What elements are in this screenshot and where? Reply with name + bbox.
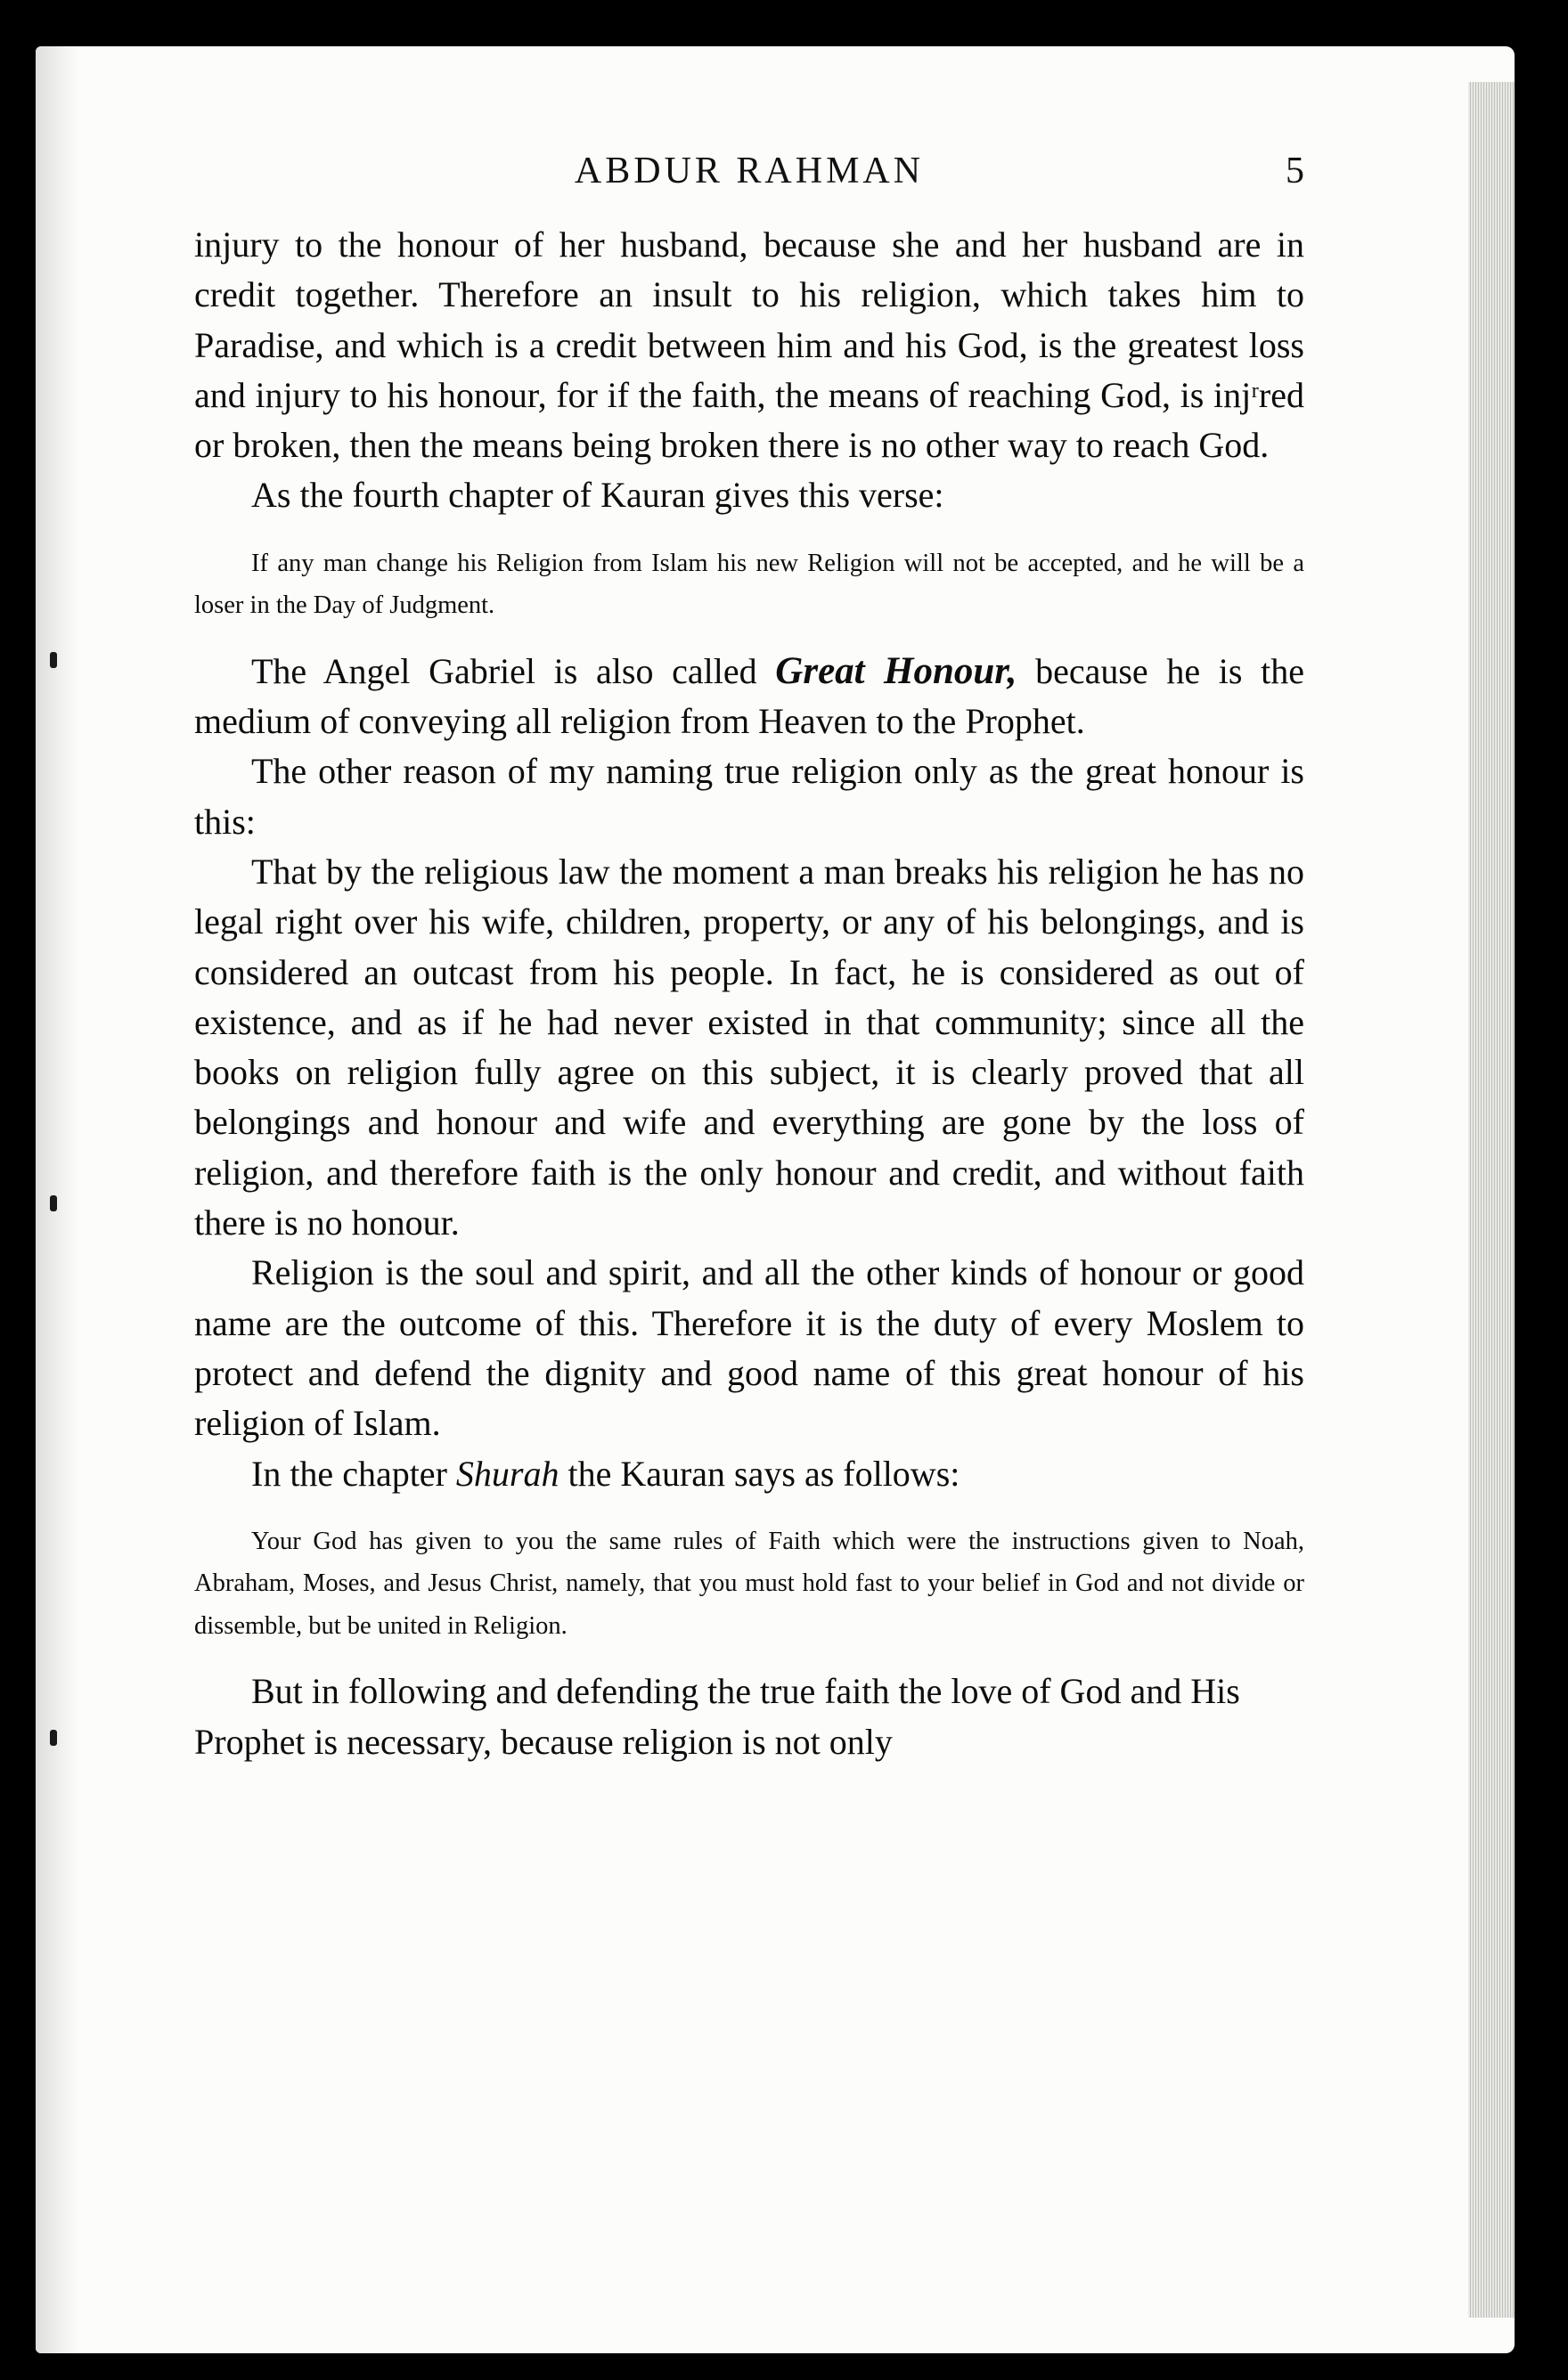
- paragraph-gabriel: [194, 647, 1304, 747]
- paragraph-text: the Kauran says as follows:: [559, 1453, 960, 1494]
- block-quote: Your God has given to you the same rules of Faith which were the instructions given to Noah, Abraham, Moses, and Jesus Christ, namely, that you must hold fast to your belief in God and not divide or dissemble, but be united in Religion.: [194, 1527, 1304, 1640]
- body-text: [194, 220, 1304, 1767]
- paragraph: Religion is the soul and spirit, and all the other kinds of honour or good name are the outcome of this. Therefore it is the duty of every Moslem to protect and defend the dignity and good name of this great honour of his religion of Islam.: [194, 1252, 1304, 1444]
- paragraph: As the fourth chapter of Kauran gives this verse:: [251, 475, 944, 516]
- block-quote: If any man change his Religion from Islam his new Religion will not be accepted, and he will be a loser in the Day of Judgment.: [194, 549, 1304, 620]
- gutter-mark: [50, 1195, 57, 1211]
- emphasis-text: Shurah: [455, 1453, 559, 1494]
- paragraph: injury to the honour of her husband, because she and her husband are in credit together. Therefore an insult to his religion, which takes him to Paradise, and which is a credit between him and his God, is the greatest loss and injury to his honour, for if the faith, the means of reaching God, is injʳred or broken, then the means being broken there is no other way to reach God.: [194, 224, 1304, 466]
- paragraph: But in following and defending the true faith the love of God and His Prophet is necessary, because religion is not only: [194, 1671, 1240, 1762]
- gutter-mark: [50, 652, 57, 668]
- emphasis-text: Great Honour,: [775, 649, 1017, 692]
- gutter-mark: [50, 1730, 57, 1746]
- paragraph-shurah: [194, 1449, 1304, 1499]
- paragraph-text: because he is the medium of conveying all religion from Heaven to the Prophet.: [194, 650, 1304, 742]
- paragraph-text: The Angel Gabriel is also called: [251, 650, 776, 691]
- running-head: ABDUR RAHMAN: [574, 151, 925, 192]
- page-gutter: [36, 46, 78, 2353]
- page-header: [194, 150, 1304, 203]
- paragraph: That by the religious law the moment a man breaks his religion he has no legal right over his wife, children, property, or any of his belongings, and is considered an outcast from his people. In fact, he is considered as out of existence, and as if he had never existed in that community; since all the books on religion fully agree on this subject, it is clearly proved that all belongings and honour and wife and everything are gone by the loss of religion, and therefore faith is the only honour and credit, and without faith there is no honour.: [194, 851, 1304, 1243]
- paragraph-text: In the chapter: [251, 1453, 456, 1494]
- paragraph: The other reason of my naming true religion only as the great honour is this:: [194, 751, 1304, 842]
- page-number: 5: [1286, 151, 1304, 192]
- page-edge: [1468, 82, 1515, 2318]
